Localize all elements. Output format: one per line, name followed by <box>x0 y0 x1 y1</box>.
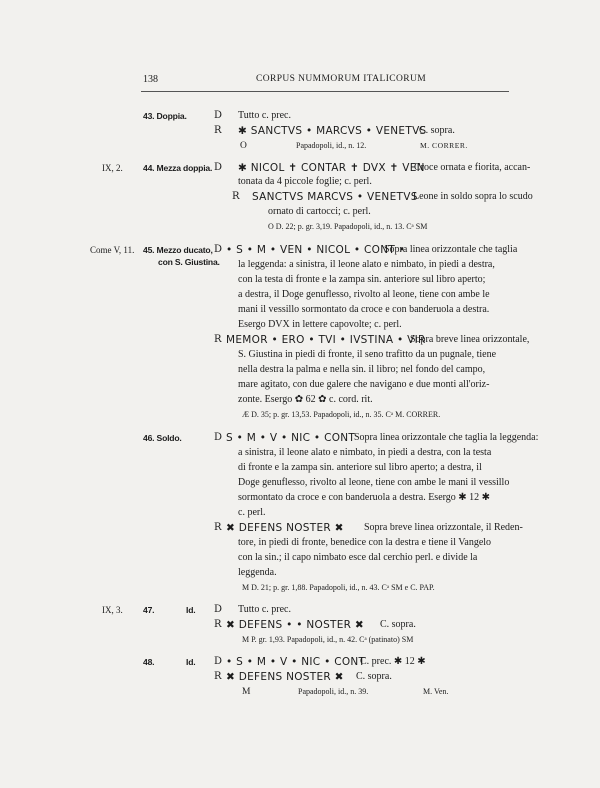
text-line: Leone in soldo sopra lo scudo <box>413 191 533 202</box>
text-line: IX, 2. <box>102 163 123 173</box>
text-line: C. sopra. <box>380 619 416 630</box>
text-line: con S. Giustina. <box>158 257 220 267</box>
text-line: Sopra linea orizzontale che taglia la leggenda: <box>354 432 539 443</box>
text-line: D <box>214 244 223 255</box>
text-line: Croce ornata e fiorita, accan- <box>414 162 531 173</box>
text-line: Papadopoli, id., n. 39. <box>298 687 369 696</box>
header-title: CORPUS NUMMORUM ITALICORUM <box>256 74 427 84</box>
text-line: ✖ DEFENS NOSTER ✖ <box>226 671 344 683</box>
text-line: R <box>214 522 222 533</box>
text-line: MEMOR • ERO • TVI • IVSTINA • VIR <box>226 334 426 346</box>
text-line: a destra, il Doge genuflesso, rivolto al leone, tiene con ambe le <box>238 289 490 300</box>
text-line: IX, 3. <box>102 605 123 615</box>
text-line: M. CORRER. <box>420 141 468 150</box>
text-line: tonata da 4 piccole foglie; c. perl. <box>238 176 372 187</box>
text-line: C. sopra. <box>356 671 392 682</box>
text-line: O D. 22; p. gr. 3,19. Papadopoli, id., n. 13. Cᵃ SM <box>268 222 428 231</box>
text-line: D <box>214 604 223 615</box>
text-line: Sopra breve linea orizzontale, il Reden- <box>364 522 523 533</box>
text-line: Sopra linea orizzontale che taglia <box>384 244 518 255</box>
text-line: Id. <box>186 605 196 615</box>
text-line: 45. Mezzo ducato, <box>143 245 213 255</box>
text-line: ✱ NICOL ✝ CONTAR ✝ DVX ✝ VEN <box>238 162 425 174</box>
text-line: • S • M • V • NIC • CONT <box>226 656 366 668</box>
text-line: la leggenda: a sinistra, il leone alato e nimbato, in piedi a destra, <box>238 259 495 270</box>
text-line: C. sopra. <box>419 125 455 136</box>
text-line: zonte. Esergo ✿ 62 ✿ c. cord. rit. <box>238 394 373 405</box>
text-line: S. Giustina in piedi di fronte, il seno trafitto da un pugnale, tiene <box>238 349 497 360</box>
text-line: con la sin.; il capo nimbato esce dal cerchio perl. e divide la <box>238 552 478 563</box>
text-line: C. prec. ✱ 12 ✱ <box>360 656 426 667</box>
text-line: mani il vessillo sormontato da croce e con banderuola a destra. <box>238 304 490 315</box>
text-line: di fronte e la zampa sin. anteriore sul libro aperto; a destra, il <box>238 462 482 473</box>
text-line: nella destra la palma e nella sin. il libro; nel fondo del campo, <box>238 364 486 375</box>
text-line: Æ D. 35; p. gr. 13,53. Papadopoli, id., n. 35. Cᵃ M. CORRER. <box>242 410 441 419</box>
text-line: leggenda. <box>238 567 277 578</box>
text-line: O <box>240 141 247 151</box>
text-line: 48. <box>143 657 155 667</box>
text-line: M D. 21; p. gr. 1,88. Papadopoli, id., n. 43. Cᵃ SM e C. PAP. <box>242 583 435 592</box>
text-line: tore, in piedi di fronte, benedice con la destra e tiene il Vangelo <box>238 537 492 548</box>
text-line: 43. Doppia. <box>143 111 187 121</box>
header-rule <box>141 91 509 92</box>
text-line: Tutto c. prec. <box>238 604 291 615</box>
text-line: c. perl. <box>238 507 266 518</box>
text-line: M <box>242 687 251 697</box>
text-line: 46. Soldo. <box>143 433 182 443</box>
text-line: R <box>214 125 222 136</box>
text-line: ✖ DEFENS NOSTER ✖ <box>226 522 344 534</box>
text-line: con la testa di fronte e la zampa sin. anteriore sul libro aperto; <box>238 274 486 285</box>
text-line: SANCTVS MARCVS • VENETVS <box>252 191 418 203</box>
text-line: Doge genuflesso, rivolto al leone, tiene con ambe le mani il vessillo <box>238 477 510 488</box>
text-line: M. Ven. <box>423 687 449 696</box>
text-line: 47. <box>143 605 155 615</box>
text-line: S • M • V • NIC • CONT <box>226 432 356 444</box>
text-line: D <box>214 656 223 667</box>
text-line: D <box>214 162 223 173</box>
text-line: R <box>232 191 240 202</box>
text-line: sormontato da croce e con banderuola a destra. Esergo ✱ 12 ✱ <box>238 492 491 503</box>
text-line: • S • M • VEN • NICOL • CONT • <box>226 244 406 256</box>
page-number: 138 <box>143 74 158 85</box>
text-line: mare agitato, con due galere che navigano e due monti all'oriz- <box>238 379 490 390</box>
text-line: Sopra breve linea orizzontale, <box>410 334 530 345</box>
text-line: Esergo DVX in lettere capovolte; c. perl. <box>238 319 402 330</box>
text-line: ✱ SANCTVS • MARCVS • VENETVS <box>238 125 427 137</box>
text-line: ✖ DEFENS • • NOSTER ✖ <box>226 619 365 631</box>
text-line: R <box>214 619 222 630</box>
text-line: D <box>214 432 223 443</box>
text-line: M P. gr. 1,93. Papadopoli, id., n. 42. Cᵃ (patinato) SM <box>242 635 414 644</box>
running-head <box>0 74 600 88</box>
text-line: R <box>214 334 222 345</box>
text-line: Tutto c. prec. <box>238 110 291 121</box>
text-line: 44. Mezza doppia. <box>143 163 213 173</box>
text-line: ornato di cartocci; c. perl. <box>268 206 371 217</box>
text-line: Id. <box>186 657 196 667</box>
text-line: R <box>214 671 222 682</box>
text-line: Come V, 11. <box>90 245 135 255</box>
text-line: Papadopoli, id., n. 12. <box>296 141 367 150</box>
text-line: D <box>214 110 223 121</box>
text-line: a sinistra, il leone alato e nimbato, in piedi a destra, con la testa <box>238 447 492 458</box>
